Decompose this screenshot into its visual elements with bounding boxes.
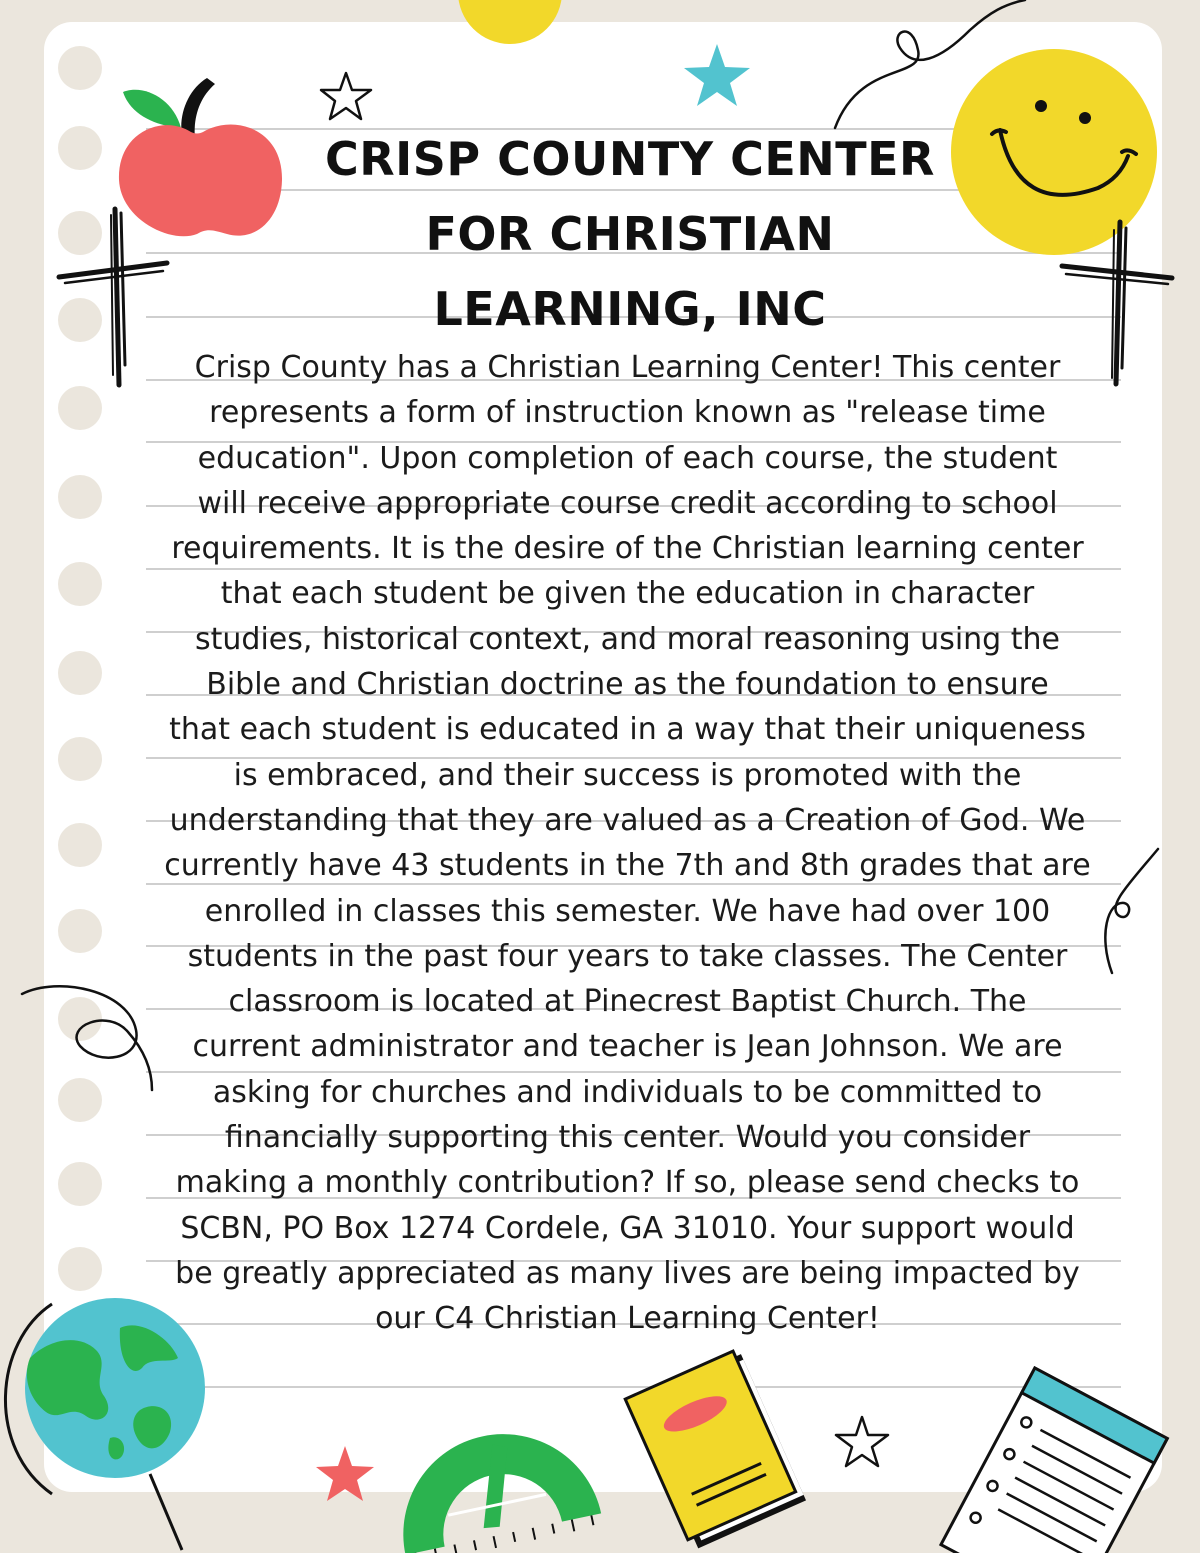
body-line: requirements. It is the desire of the Christian learning center: [171, 531, 1084, 567]
star-icon: [318, 70, 374, 122]
title-line: FOR CHRISTIAN: [425, 207, 835, 261]
protractor-icon: [385, 1385, 600, 1553]
body-line: our C4 Christian Learning Center!: [375, 1301, 880, 1337]
doodle-swirl: [830, 0, 1050, 130]
body-line: understanding that they are valued as a Creation of God. We: [169, 802, 1086, 838]
body-line: SCBN, PO Box 1274 Cordele, GA 31010. Your support would: [180, 1210, 1075, 1246]
title-line: CRISP COUNTY CENTER: [325, 132, 935, 186]
binder-hole: [58, 475, 102, 519]
body-line: will receive appropriate course credit according to school: [197, 485, 1058, 521]
binder-hole: [58, 126, 102, 170]
binder-hole: [58, 909, 102, 953]
body-line: be greatly appreciated as many lives are being impacted by: [175, 1255, 1080, 1291]
body-line: is embraced, and their success is promoted with the: [233, 757, 1022, 793]
body-text: [140, 345, 1115, 1342]
binder-hole: [58, 737, 102, 781]
binder-hole: [58, 46, 102, 90]
star-icon: [833, 1414, 891, 1470]
body-line: current administrator and teacher is Jean Johnson. We are: [192, 1029, 1063, 1065]
body-line: represents a form of instruction known as "release time: [209, 395, 1046, 431]
body-line: financially supporting this center. Would you consider: [224, 1120, 1031, 1156]
body-line: education". Upon completion of each course, the student: [197, 440, 1058, 476]
binder-hole: [58, 651, 102, 695]
body-line: studies, historical context, and moral reasoning using the: [195, 621, 1060, 657]
binder-hole: [58, 1162, 102, 1206]
body-line: Crisp County has a Christian Learning Center! This center: [194, 350, 1061, 385]
body-line: students in the past four years to take classes. The Center: [187, 938, 1068, 974]
star-icon: [314, 1444, 376, 1504]
star-icon: [682, 42, 752, 108]
binder-hole: [58, 1247, 102, 1291]
book-icon: [625, 1352, 820, 1553]
body-line: Bible and Christian doctrine as the foundation to ensure: [206, 667, 1049, 703]
title-line: LEARNING, INC: [433, 282, 827, 336]
notepad-icon: [925, 1368, 1155, 1553]
body-line: that each student be given the education in character: [220, 576, 1035, 612]
body-line: asking for churches and individuals to be committed to: [212, 1074, 1043, 1110]
body-line: enrolled in classes this semester. We have had over 100: [204, 893, 1051, 929]
body-line: making a monthly contribution? If so, please send checks to: [175, 1165, 1080, 1201]
binder-hole: [58, 562, 102, 606]
binder-hole: [58, 386, 102, 430]
body-line: currently have 43 students in the 7th and 8th grades that are: [164, 848, 1091, 884]
yellow-circle-decoration: [455, 0, 565, 50]
body-line: that each student is educated in a way that their uniqueness: [169, 712, 1086, 748]
page-title: [300, 122, 960, 347]
binder-hole: [58, 823, 102, 867]
body-line: classroom is located at Pinecrest Baptist Church. The: [228, 984, 1027, 1020]
